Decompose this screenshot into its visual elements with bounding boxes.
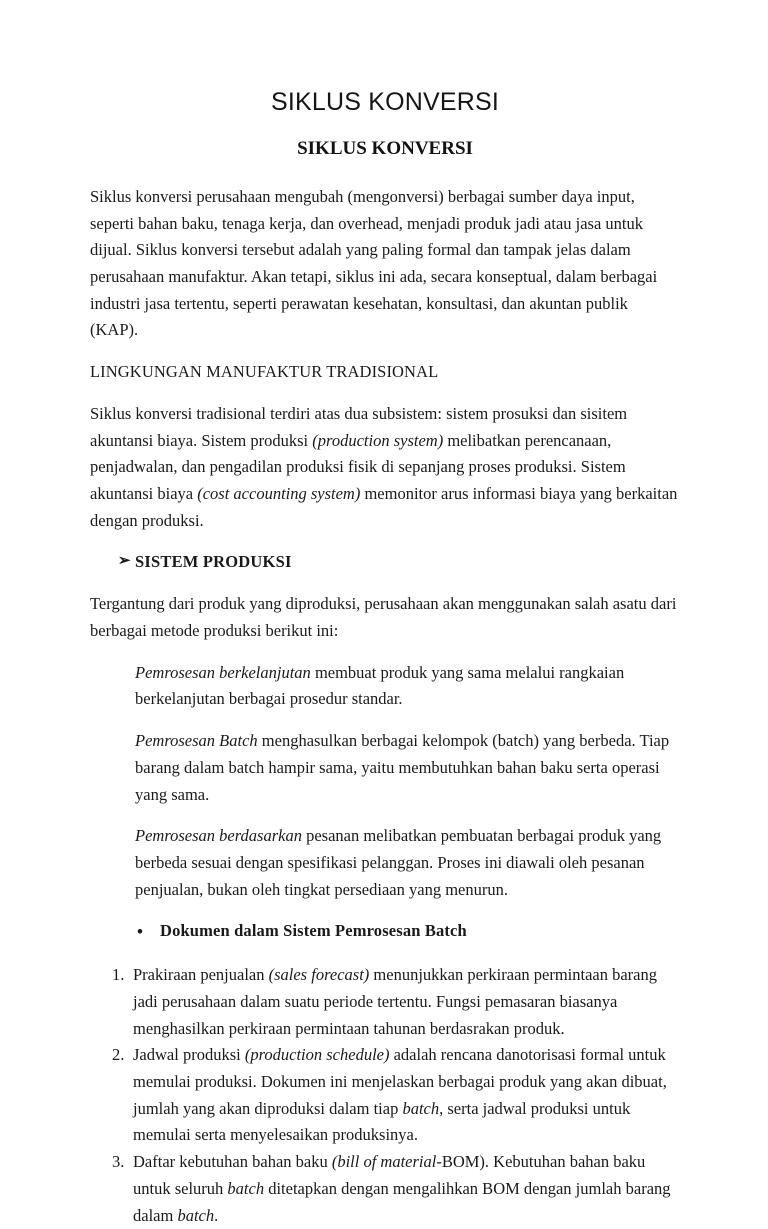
section-paragraph-part2: melibatkan perencanaan, penjadwalan, dan pengadilan produksi fisik di sepanjang proses produksi. Sistem akuntansi biaya [90,430,626,504]
arrow-bullet-heading [90,549,680,576]
method-italic-lead-order: Pemrosesan berdasarkan [135,826,302,846]
list-item-italic2: batch [227,1178,265,1198]
list-item-italic1: (sales forecast) [268,965,370,985]
arrow-bullet-glyph: ➢ [118,553,131,570]
list-item-italic1: (bill of material [331,1152,437,1172]
document-subtitle: SIKLUS KONVERSI [297,138,473,159]
method-paragraph-batch [90,728,680,808]
section-heading-manufaktur: LINGKUNGAN MANUFAKTUR TRADISIONAL [90,362,439,382]
method-text-continuous: membuat produk yang sama melalui rangkaian berkelanjutan berbagai prosedur standar. [135,662,625,709]
list-item-part1: Jadwal produksi [133,1045,245,1065]
numbered-document-list [90,962,680,1229]
page-title: SIKLUS KONVERSI [270,88,500,116]
list-item-part2: -BOM). Kebutuhan bahan baku untuk seluruh [133,1152,646,1198]
round-bullet-glyph: • [137,922,144,942]
section-paragraph-italic-production-system: (production system) [312,430,444,450]
arrow-bullet-label: SISTEM PRODUKSI [135,552,292,572]
round-bullet-heading [90,918,680,945]
list-item-part1: Daftar kebutuhan bahan baku [133,1152,332,1172]
list-item-part2: adalah rencana danotorisasi formal untuk memulai produksi. Dokumen ini menjelaskan berbagai produk yang akan dibuat, jumlah yang akan diproduksi dalam tiap [133,1045,667,1118]
list-item-part3: ditetapkan dengan mengalihkan BOM dengan jumlah barang dalam [133,1178,671,1225]
list-item-part4: . [214,1205,219,1225]
list-item-part3: , serta jadwal produksi untuk memulai serta menyelesaikan produksinya. [133,1098,631,1145]
method-text-order: pesanan melibatkan pembuatan berbagai produk yang berbeda sesuai dengan spesifikasi pelanggan. Proses ini diawali oleh pesanan penjualan, bukan oleh tingkat persediaan yang menurun. [135,826,662,899]
method-italic-lead-continuous: Pemrosesan berkelanjutan [135,662,311,682]
list-item-part1: Prakiraan penjualan [133,965,269,985]
section-paragraph [90,401,680,535]
production-intro-paragraph: Tergantung dari produk yang diproduksi, perusahaan akan menggunakan salah asatu dari berbagai metode produksi berikut ini: [90,594,677,640]
list-item [90,962,680,1042]
list-item-italic2: batch [402,1098,440,1118]
list-item [90,1149,680,1229]
intro-paragraph: Siklus konversi perusahaan mengubah (mengonversi) berbagai sumber daya input, seperti bahan baku, tenaga kerja, dan overhead, menjadi produk jadi atau jasa untuk dijual. Siklus konversi tersebut adalah yang paling formal dan tampak jelas dalam perusahaan manufaktur. Akan tetapi, siklus ini ada, secara konseptual, dalam berbagai industri jasa tertentu, seperti perawatan kesehatan, konsultasi, dan akuntan publik (KAP). [90,186,658,340]
method-text-batch: menghasulkan berbagai kelompok (batch) yang berbeda. Tiap barang dalam batch hampir sama, yaitu membutuhkan bahan baku serta operasi yang sama. [135,731,670,804]
list-item-number: 1. [112,965,125,985]
list-item-italic1: (production schedule) [244,1045,390,1065]
method-paragraph-order [90,823,680,903]
list-item-part2: menunjukkan perkiraan permintaan barang jadi perusahaan dalam suatu periode tertentu. Fungsi pemasaran biasanya menghasilkan perkiraan permintaan tahunan berdasrakan produk. [133,965,657,1038]
section-paragraph-italic-cost-accounting-system: (cost accounting system) [197,484,361,504]
method-paragraph-continuous [90,660,680,713]
list-item-italic3: batch [177,1205,215,1225]
section-paragraph-part1: Siklus konversi tradisional terdiri atas dua subsistem: sistem prosuksi dan sisitem akuntansi biaya. Sistem produksi [90,403,628,450]
list-item-number: 3. [112,1152,125,1172]
list-item [90,1042,680,1149]
list-item-number: 2. [112,1045,125,1065]
method-italic-lead-batch: Pemrosesan Batch [135,731,258,751]
section-paragraph-part3: memonitor arus informasi biaya yang berkaitan dengan produksi. [90,484,678,530]
round-bullet-label: Dokumen dalam Sistem Pemrosesan Batch [160,921,467,941]
